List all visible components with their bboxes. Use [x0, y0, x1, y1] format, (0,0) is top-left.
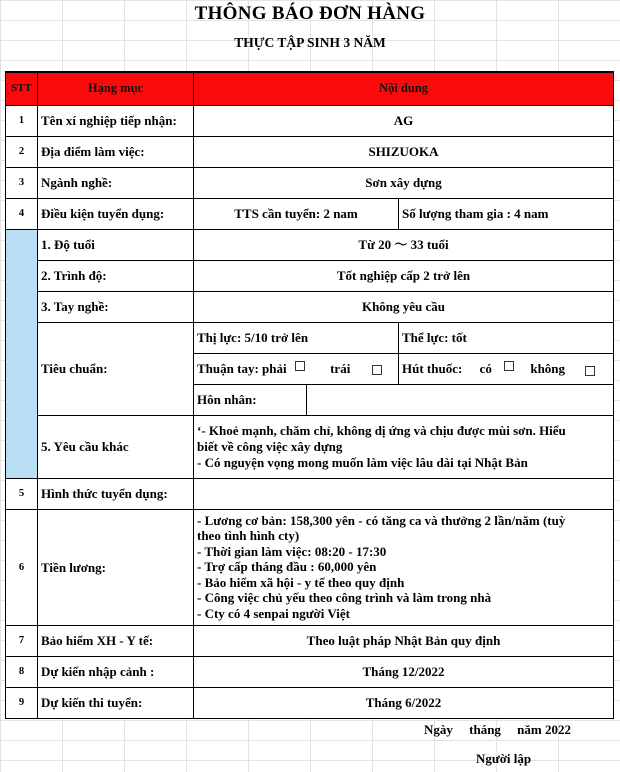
row-label: Ngành nghề:: [38, 167, 194, 198]
table-row: [6, 656, 614, 687]
row-label: Địa điểm làm việc:: [38, 136, 194, 167]
table-row: [6, 478, 614, 509]
order-table: [5, 71, 614, 719]
salary-line: - Cty có 4 senpai người Việt: [197, 605, 350, 621]
row-number: 4: [6, 198, 38, 229]
row-value: AG: [194, 105, 614, 136]
document-title: THÔNG BÁO ĐƠN HÀNG: [194, 3, 426, 24]
eyesight: Thị lực: 5/10 trở lên: [194, 322, 399, 353]
salary-line: - Trợ cấp tháng đầu : 60,000 yên: [197, 559, 377, 575]
header-content: Nội dung: [194, 72, 614, 105]
salary-line: theo tình hình cty): [197, 528, 300, 544]
smoking-cell: [399, 353, 614, 384]
table-row: [6, 625, 614, 656]
header-stt: STT: [6, 72, 38, 105]
row-label: Bảo hiểm XH - Y tế:: [38, 625, 194, 656]
handedness-cell: [194, 353, 399, 384]
row-value: Tốt nghiệp cấp 2 trở lên: [194, 260, 614, 291]
needed-count: TTS cần tuyển: 2 nam: [194, 198, 399, 229]
handedness-label: Thuận tay: phải: [197, 361, 287, 376]
smoking-no-checkbox[interactable]: [585, 366, 595, 376]
row-value: Theo luật pháp Nhật Bản quy định: [194, 625, 614, 656]
salary-line: - Lương cơ bản: 158,300 yên - có tăng ca và thưởng 2 lần/năm (tuỳ: [197, 512, 566, 528]
row-number: 6: [6, 509, 38, 625]
header-category: Hạng mục: [38, 72, 194, 105]
salary-details: [194, 509, 614, 625]
marriage-label: Hôn nhân:: [194, 384, 307, 415]
row-value: [194, 478, 614, 509]
document-subtitle: THỰC TẬP SINH 3 NĂM: [234, 35, 386, 50]
row-label: 5. Yêu cầu khác: [38, 415, 194, 478]
footer-date: Ngày tháng năm 2022: [424, 722, 571, 737]
row-value: SHIZUOKA: [194, 136, 614, 167]
salary-line: - Công việc chủ yếu theo công trình và làm trong nhà: [197, 590, 492, 606]
table-row: [6, 136, 614, 167]
row-label: Dự kiến nhập cảnh :: [38, 656, 194, 687]
table-row: [6, 687, 614, 718]
row-label: Điều kiện tuyển dụng:: [38, 198, 194, 229]
table-row: [6, 322, 614, 353]
table-row: [6, 198, 614, 229]
fitness: Thể lực: tốt: [399, 322, 614, 353]
smoking-yes-checkbox[interactable]: [504, 361, 514, 371]
row-label: Tiền lương:: [38, 509, 194, 625]
row-number: 3: [6, 167, 38, 198]
row-label: Tiêu chuẩn:: [38, 322, 194, 415]
participant-count: Số lượng tham gia : 4 nam: [399, 198, 614, 229]
row-number: 5: [6, 478, 38, 509]
left-hand-label: trái: [330, 361, 351, 376]
row-label: Tên xí nghiệp tiếp nhận:: [38, 105, 194, 136]
table-row: [6, 167, 614, 198]
table-row: [6, 415, 614, 478]
smoking-yes-label: có: [479, 361, 492, 376]
row-value: Không yêu cầu: [194, 291, 614, 322]
row-label: Dự kiến thi tuyển:: [38, 687, 194, 718]
requirements-side-bar: [6, 229, 38, 478]
smoking-no-label: không: [530, 361, 566, 376]
requirement-line: - Có nguyện vọng mong muốn làm việc lâu dài tại Nhật Bản: [197, 454, 528, 470]
left-hand-checkbox[interactable]: [372, 365, 382, 375]
row-label: 3. Tay nghề:: [38, 291, 194, 322]
row-number: 1: [6, 105, 38, 136]
row-value: Sơn xây dựng: [194, 167, 614, 198]
table-row: [6, 291, 614, 322]
requirement-line: ‘- Khoẻ mạnh, chăm chỉ, không dị ứng và chịu được mùi sơn. Hiểu: [197, 422, 566, 438]
table-row: [6, 105, 614, 136]
row-number: 8: [6, 656, 38, 687]
row-value: Tháng 6/2022: [194, 687, 614, 718]
table-header-row: [6, 72, 614, 105]
table-row: [6, 509, 614, 625]
table-row: [6, 260, 614, 291]
salary-line: - Bảo hiểm xã hội - y tế theo quy định: [197, 574, 405, 590]
row-value: Từ 20 ～ 33 tuổi: [194, 229, 614, 260]
requirement-line: biết về công việc xây dựng: [197, 438, 343, 454]
row-value: Tháng 12/2022: [194, 656, 614, 687]
marriage-value: [307, 384, 614, 415]
footer-signer: Người lập: [476, 751, 532, 766]
row-number: 7: [6, 625, 38, 656]
table-row: [6, 229, 614, 260]
row-label: 1. Độ tuổi: [38, 229, 194, 260]
right-hand-checkbox[interactable]: [295, 361, 305, 371]
salary-line: - Thời gian làm việc: 08:20 - 17:30: [197, 543, 387, 559]
other-requirements: [194, 415, 614, 478]
row-number: 9: [6, 687, 38, 718]
smoking-label: Hút thuốc:: [402, 361, 463, 376]
row-label: Hình thức tuyển dụng:: [38, 478, 194, 509]
row-number: 2: [6, 136, 38, 167]
row-label: 2. Trình độ:: [38, 260, 194, 291]
